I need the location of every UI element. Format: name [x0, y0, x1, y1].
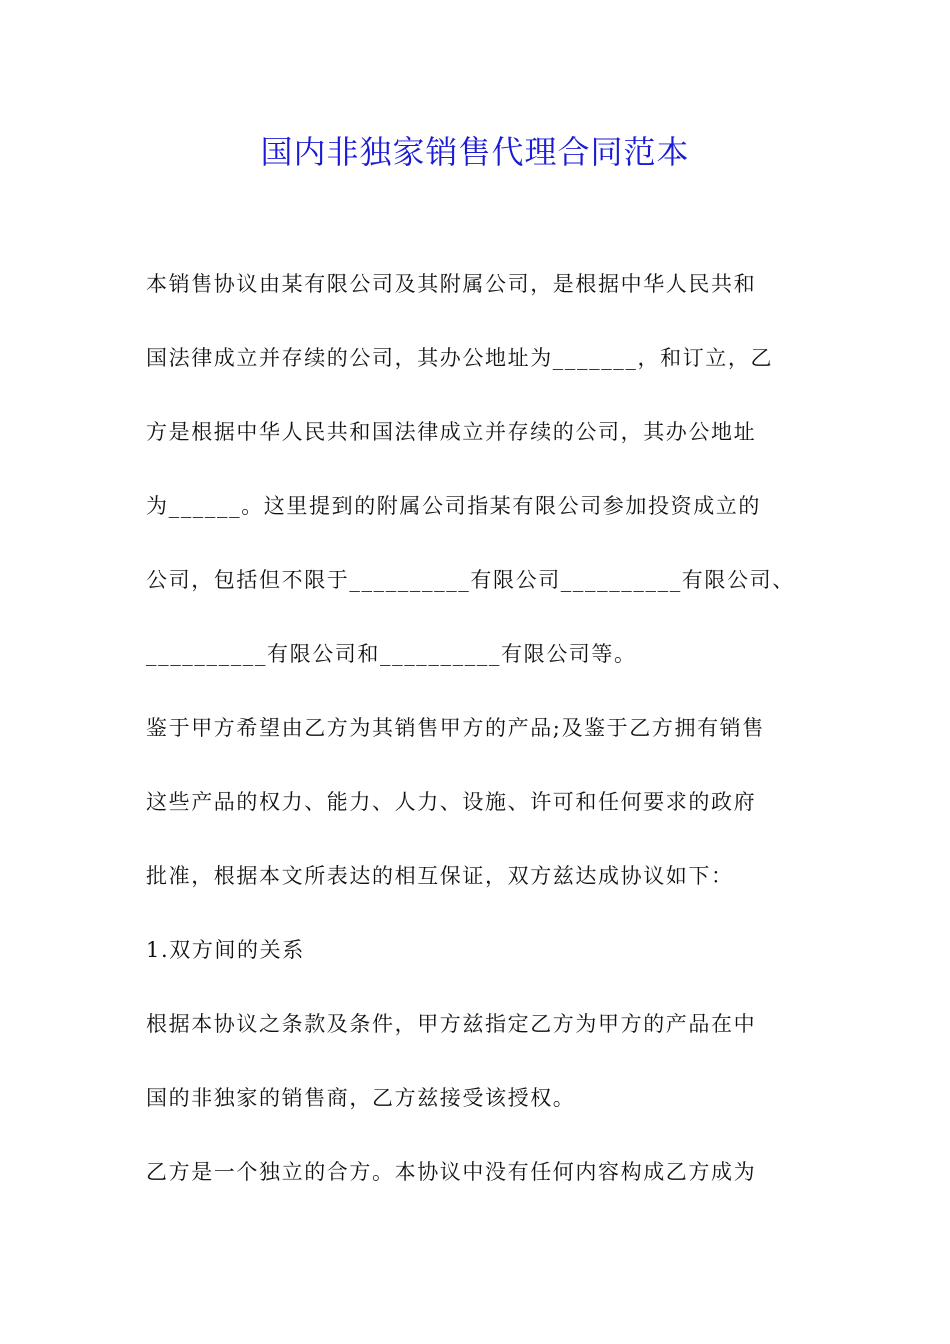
body-line: 本销售协议由某有限公司及其附属公司，是根据中华人民共和 [146, 272, 757, 296]
body-line: 乙方是一个独立的合方。本协议中没有任何内容构成乙方成为 [146, 1160, 757, 1184]
body-line: 鉴于甲方希望由乙方为其销售甲方的产品;及鉴于乙方拥有销售 [146, 716, 765, 740]
body-line: 国的非独家的销售商，乙方兹接受该授权。 [146, 1086, 576, 1110]
document-title: 国内非独家销售代理合同范本 [260, 133, 690, 171]
body-line: 这些产品的权力、能力、人力、设施、许可和任何要求的政府 [146, 790, 757, 814]
body-line: __________有限公司和__________有限公司等。 [146, 642, 637, 666]
body-line: 批准，根据本文所表达的相互保证，双方兹达成协议如下： [146, 864, 734, 888]
document-body [146, 262, 826, 1224]
body-line: 公司，包括但不限于__________有限公司__________有限公司、 [146, 568, 795, 592]
body-line: 根据本协议之条款及条件，甲方兹指定乙方为甲方的产品在中 [146, 1012, 757, 1036]
body-line: 方是根据中华人民共和国法律成立并存续的公司，其办公地址 [146, 420, 757, 444]
section-heading: 1.双方间的关系 [146, 938, 305, 962]
body-line: 为______。这里提到的附属公司指某有限公司参加投资成立的 [146, 494, 761, 518]
body-line: 国法律成立并存续的公司，其办公地址为_______，和订立，乙 [146, 346, 774, 370]
